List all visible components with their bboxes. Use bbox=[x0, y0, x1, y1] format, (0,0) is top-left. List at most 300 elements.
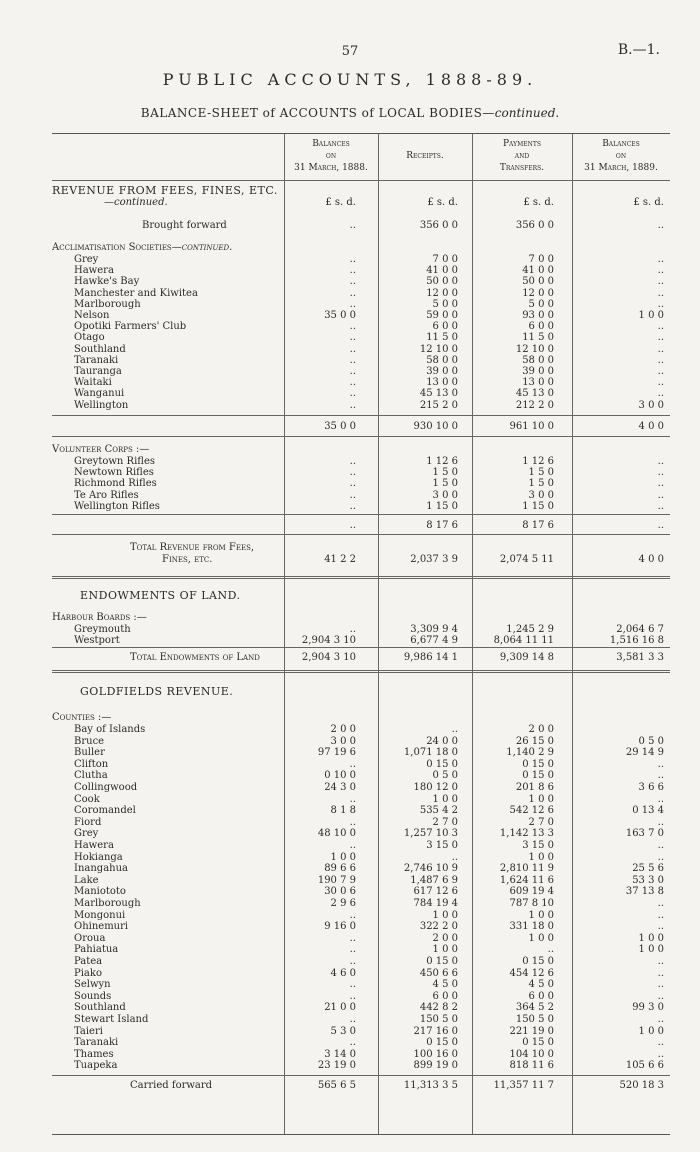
amount-cell: 454 12 6 bbox=[509, 967, 554, 979]
amount-cell: 0 10 0 bbox=[324, 770, 356, 782]
amount-cell: 48 10 0 bbox=[317, 828, 356, 840]
amount-cell: 12 10 0 bbox=[419, 343, 458, 355]
amount-cell: 50 0 0 bbox=[522, 276, 554, 288]
amount-cell: 2 0 0 bbox=[330, 724, 356, 735]
amount-cell: 2 9 6 bbox=[330, 898, 356, 909]
row-label: Hawke's Bay bbox=[74, 276, 140, 288]
amount-cell: 1 0 0 bbox=[528, 793, 554, 805]
amount-cell: 322 2 0 bbox=[419, 921, 458, 933]
page-title: PUBLIC ACCOUNTS, 1888-89. bbox=[162, 70, 538, 89]
row-label: Grey bbox=[74, 828, 99, 840]
amount-cell: .. bbox=[657, 898, 664, 909]
amount-cell: 1 0 0 bbox=[638, 310, 664, 321]
county-row bbox=[52, 979, 670, 990]
amount-cell: 24 3 0 bbox=[324, 782, 356, 793]
harbour-heading: Harbour Boards :— bbox=[52, 612, 147, 623]
row-label: Tuapeka bbox=[74, 1060, 118, 1072]
acclimatisation-heading: Acclimatisation Societies—continued. bbox=[52, 242, 233, 253]
row-label: Southland bbox=[74, 343, 126, 355]
amount-cell: .. bbox=[657, 366, 664, 377]
amount-cell: .. bbox=[657, 1048, 664, 1060]
amount-cell: .. bbox=[349, 624, 356, 635]
row-label: Buller bbox=[74, 747, 105, 759]
society-row bbox=[52, 299, 670, 310]
amount-cell: .. bbox=[657, 909, 664, 921]
county-row bbox=[52, 747, 670, 758]
amount-cell: .. bbox=[657, 1014, 664, 1025]
total-endowments-row: Total Endowments of Land 2,904 3 10 9,986 14 1 9,309 14 8 3,581 3 3 bbox=[130, 652, 664, 663]
amount-cell: 8,064 11 11 bbox=[493, 635, 554, 647]
amount-cell: .. bbox=[349, 944, 356, 956]
amount-cell: 104 10 0 bbox=[509, 1048, 554, 1060]
amount-cell: 99 3 0 bbox=[632, 1002, 664, 1014]
amount-cell: .. bbox=[657, 956, 664, 967]
amount-cell: .. bbox=[349, 276, 356, 288]
row-label: Hawera bbox=[74, 840, 114, 851]
amount-cell: 26 15 0 bbox=[515, 735, 554, 747]
row-label: Wanganui bbox=[74, 388, 125, 400]
amount-cell: .. bbox=[349, 793, 356, 805]
amount-cell: 105 6 6 bbox=[625, 1060, 664, 1072]
amount-cell: 215 2 0 bbox=[419, 399, 458, 411]
amount-cell: 0 15 0 bbox=[426, 1037, 458, 1049]
row-label: Taranaki bbox=[74, 354, 119, 366]
row-label: Pahiatua bbox=[74, 944, 119, 956]
corps-row bbox=[52, 467, 670, 478]
counties-heading: Counties :— bbox=[52, 712, 112, 723]
amount-cell: 9 16 0 bbox=[324, 921, 356, 933]
amount-cell: 5 0 0 bbox=[432, 298, 458, 310]
amount-cell: 163 7 0 bbox=[625, 828, 664, 840]
county-row bbox=[52, 840, 670, 851]
county-row bbox=[52, 817, 670, 828]
amount-cell: 1,140 2 9 bbox=[506, 747, 554, 759]
amount-cell: .. bbox=[657, 332, 664, 344]
balance-sheet-table bbox=[52, 133, 670, 1135]
amount-cell: 1 0 0 bbox=[528, 909, 554, 921]
amount-cell: 2,064 6 7 bbox=[616, 624, 664, 635]
county-row bbox=[52, 863, 670, 874]
amount-cell: 58 0 0 bbox=[522, 354, 554, 366]
amount-cell: 2 0 0 bbox=[528, 724, 554, 735]
amount-cell: 1 0 0 bbox=[528, 851, 554, 863]
harbour-row bbox=[52, 624, 670, 635]
row-label: Inangahua bbox=[74, 863, 128, 875]
amount-cell: 2,746 10 9 bbox=[403, 863, 458, 875]
amount-cell: .. bbox=[657, 388, 664, 400]
county-row bbox=[52, 956, 670, 967]
amount-cell: 50 0 0 bbox=[426, 276, 458, 288]
amount-cell: 3,309 9 4 bbox=[410, 624, 458, 635]
section-heading-endowments: ENDOWMENTS OF LAND. bbox=[80, 590, 241, 601]
row-label: Cook bbox=[74, 793, 100, 805]
row-label: Marlborough bbox=[74, 898, 141, 909]
county-row bbox=[52, 852, 670, 863]
amount-cell: 1,071 18 0 bbox=[403, 747, 458, 759]
amount-cell: 1 12 6 bbox=[522, 456, 554, 467]
amount-cell: .. bbox=[657, 298, 664, 310]
society-row bbox=[52, 400, 670, 411]
amount-cell: 12 10 0 bbox=[515, 343, 554, 355]
amount-cell: 29 14 9 bbox=[625, 747, 664, 759]
amount-cell: 1,142 13 3 bbox=[499, 828, 554, 840]
county-row bbox=[52, 910, 670, 921]
harbour-row bbox=[52, 635, 670, 646]
county-row bbox=[52, 921, 670, 932]
row-label: Otago bbox=[74, 332, 105, 344]
row-label: Nelson bbox=[74, 310, 110, 321]
amount-cell: 13 0 0 bbox=[426, 377, 458, 389]
amount-cell: 1 0 0 bbox=[432, 793, 458, 805]
row-label: Hawera bbox=[74, 265, 114, 277]
corps-row bbox=[52, 456, 670, 467]
volunteer-total-row: .. 8 17 6 8 17 6 .. bbox=[349, 520, 664, 531]
society-row bbox=[52, 310, 670, 321]
amount-cell: .. bbox=[349, 909, 356, 921]
amount-cell: 221 19 0 bbox=[509, 1025, 554, 1037]
amount-cell: .. bbox=[349, 500, 356, 512]
amount-cell: 1,245 2 9 bbox=[506, 624, 554, 635]
county-row bbox=[52, 1014, 670, 1025]
amount-cell: .. bbox=[657, 758, 664, 770]
society-row bbox=[52, 288, 670, 299]
amount-cell: .. bbox=[349, 489, 356, 501]
county-row bbox=[52, 1049, 670, 1060]
amount-cell: .. bbox=[349, 321, 356, 333]
county-row bbox=[52, 736, 670, 747]
amount-cell: 0 13 4 bbox=[632, 805, 664, 817]
row-label: Stewart Island bbox=[74, 1014, 149, 1025]
amount-cell: 41 0 0 bbox=[426, 265, 458, 277]
amount-cell: .. bbox=[451, 851, 458, 863]
amount-cell: .. bbox=[657, 851, 664, 863]
amount-cell: 1 0 0 bbox=[528, 932, 554, 944]
amount-cell: 3 0 0 bbox=[330, 735, 356, 747]
row-label: Lake bbox=[74, 874, 99, 886]
amount-cell: 180 12 0 bbox=[413, 782, 458, 793]
row-label: Bay of Islands bbox=[74, 724, 146, 735]
amount-cell: 542 12 6 bbox=[509, 805, 554, 817]
row-label: Clifton bbox=[74, 758, 109, 770]
amount-cell: 0 15 0 bbox=[522, 758, 554, 770]
row-label: Patea bbox=[74, 956, 103, 967]
county-row bbox=[52, 875, 670, 886]
amount-cell: 1,487 6 9 bbox=[410, 874, 458, 886]
row-label: Greymouth bbox=[74, 624, 131, 635]
amount-cell: 1 5 0 bbox=[528, 478, 554, 490]
corps-row bbox=[52, 501, 670, 512]
amount-cell: .. bbox=[657, 979, 664, 991]
amount-cell: 450 6 6 bbox=[419, 967, 458, 979]
row-label: Wellington Rifles bbox=[74, 500, 160, 512]
header-payments: Payments and Transfers. bbox=[499, 139, 545, 173]
amount-cell: 2,810 11 9 bbox=[499, 863, 554, 875]
society-row bbox=[52, 366, 670, 377]
amount-cell: .. bbox=[657, 254, 664, 265]
society-row bbox=[52, 332, 670, 343]
amount-cell: 1 0 0 bbox=[432, 909, 458, 921]
amount-cell: 0 15 0 bbox=[426, 758, 458, 770]
amount-cell: 6 0 0 bbox=[432, 321, 458, 333]
amount-cell: .. bbox=[657, 816, 664, 828]
amount-cell: 37 13 8 bbox=[625, 886, 664, 898]
amount-cell: .. bbox=[657, 840, 664, 851]
amount-cell: 3 0 0 bbox=[432, 489, 458, 501]
row-label: Hokianga bbox=[74, 851, 123, 863]
row-label: Clutha bbox=[74, 770, 108, 782]
row-label: Piako bbox=[74, 967, 102, 979]
volunteer-heading: Volunteer Corps :— bbox=[52, 444, 150, 455]
amount-cell: .. bbox=[657, 467, 664, 479]
amount-cell: 1 15 0 bbox=[426, 500, 458, 512]
society-row bbox=[52, 265, 670, 276]
row-label: Grey bbox=[74, 254, 99, 265]
amount-cell: 1 0 0 bbox=[330, 851, 356, 863]
society-row bbox=[52, 321, 670, 332]
amount-cell: 93 0 0 bbox=[522, 310, 554, 321]
amount-cell: 30 0 6 bbox=[324, 886, 356, 898]
row-label: Maniototo bbox=[74, 886, 126, 898]
county-row bbox=[52, 1060, 670, 1071]
section-rule bbox=[52, 534, 670, 535]
amount-cell: 89 6 6 bbox=[324, 863, 356, 875]
county-row bbox=[52, 770, 670, 781]
society-row bbox=[52, 344, 670, 355]
amount-cell: .. bbox=[349, 354, 356, 366]
row-label: Southland bbox=[74, 1002, 126, 1014]
amount-cell: .. bbox=[349, 990, 356, 1002]
header-balances-1888: Balances on 31 March, 1888. bbox=[294, 139, 368, 173]
county-row bbox=[52, 933, 670, 944]
row-label: Marlborough bbox=[74, 298, 141, 310]
row-label: Thames bbox=[74, 1048, 114, 1060]
amount-cell: 6,677 4 9 bbox=[410, 635, 458, 647]
amount-cell: 21 0 0 bbox=[324, 1002, 356, 1014]
amount-cell: .. bbox=[547, 944, 554, 956]
amount-cell: .. bbox=[349, 840, 356, 851]
amount-cell: .. bbox=[657, 377, 664, 389]
amount-cell: 6 0 0 bbox=[528, 990, 554, 1002]
row-label: Tauranga bbox=[74, 366, 122, 377]
amount-cell: 5 0 0 bbox=[528, 298, 554, 310]
amount-cell: 0 15 0 bbox=[522, 956, 554, 967]
amount-cell: 201 8 6 bbox=[515, 782, 554, 793]
county-row bbox=[52, 805, 670, 816]
corps-row bbox=[52, 490, 670, 501]
amount-cell: 2 7 0 bbox=[528, 816, 554, 828]
amount-cell: 787 8 10 bbox=[509, 898, 554, 909]
section-rule bbox=[52, 436, 670, 437]
amount-cell: 1 0 0 bbox=[432, 944, 458, 956]
subtotal-rule bbox=[52, 1075, 670, 1076]
amount-cell: 7 0 0 bbox=[528, 254, 554, 265]
amount-cell: .. bbox=[657, 321, 664, 333]
amount-cell: 217 16 0 bbox=[413, 1025, 458, 1037]
acclimatisation-total-row: 35 0 0 930 10 0 961 10 0 4 0 0 bbox=[324, 421, 664, 432]
amount-cell: 784 19 4 bbox=[413, 898, 458, 909]
section-heading-revenue: REVENUE FROM FEES, FINES, ETC. bbox=[52, 185, 278, 196]
amount-cell: .. bbox=[349, 399, 356, 411]
county-row bbox=[52, 968, 670, 979]
amount-cell: .. bbox=[657, 500, 664, 512]
amount-cell: 7 0 0 bbox=[432, 254, 458, 265]
amount-cell: 899 19 0 bbox=[413, 1060, 458, 1072]
amount-cell: 3 0 0 bbox=[528, 489, 554, 501]
row-label: Opotiki Farmers' Club bbox=[74, 321, 187, 333]
amount-cell: 11 5 0 bbox=[426, 332, 458, 344]
amount-cell: 1,516 16 8 bbox=[609, 635, 664, 647]
amount-cell: 1 0 0 bbox=[638, 1025, 664, 1037]
amount-cell: 23 19 0 bbox=[317, 1060, 356, 1072]
amount-cell: 1 12 6 bbox=[426, 456, 458, 467]
amount-cell: 1,624 11 6 bbox=[499, 874, 554, 886]
amount-cell: .. bbox=[657, 489, 664, 501]
amount-cell: .. bbox=[349, 478, 356, 490]
amount-cell: 3 0 0 bbox=[638, 399, 664, 411]
county-row bbox=[52, 782, 670, 793]
amount-cell: 97 19 6 bbox=[317, 747, 356, 759]
amount-cell: .. bbox=[349, 979, 356, 991]
amount-cell: 0 15 0 bbox=[522, 1037, 554, 1049]
amount-cell: .. bbox=[349, 343, 356, 355]
row-label: Greytown Rifles bbox=[74, 456, 156, 467]
amount-cell: 1 5 0 bbox=[432, 467, 458, 479]
amount-cell: 1,257 10 3 bbox=[403, 828, 458, 840]
amount-cell: 6 0 0 bbox=[432, 990, 458, 1002]
double-rule bbox=[52, 670, 670, 673]
header-rule bbox=[52, 180, 670, 181]
county-row bbox=[52, 724, 670, 735]
county-row bbox=[52, 794, 670, 805]
amount-cell: .. bbox=[349, 388, 356, 400]
amount-cell: .. bbox=[349, 332, 356, 344]
amount-cell: 6 0 0 bbox=[528, 321, 554, 333]
row-label: Mongonui bbox=[74, 909, 126, 921]
header-receipts: Receipts. bbox=[406, 151, 444, 161]
row-label: Selwyn bbox=[74, 979, 111, 991]
amount-cell: 25 5 6 bbox=[632, 863, 664, 875]
amount-cell: 24 0 0 bbox=[426, 735, 458, 747]
row-label: Coromandel bbox=[74, 805, 136, 817]
amount-cell: 4 5 0 bbox=[432, 979, 458, 991]
amount-cell: 39 0 0 bbox=[426, 366, 458, 377]
amount-cell: 8 1 8 bbox=[330, 805, 356, 817]
amount-cell: .. bbox=[349, 265, 356, 277]
row-label: Oroua bbox=[74, 932, 106, 944]
corps-row bbox=[52, 478, 670, 489]
amount-cell: .. bbox=[349, 298, 356, 310]
amount-cell: 13 0 0 bbox=[522, 377, 554, 389]
amount-cell: .. bbox=[657, 478, 664, 490]
row-label: Te Aro Rifles bbox=[74, 489, 139, 501]
row-label: Bruce bbox=[74, 735, 105, 747]
row-label: Taieri bbox=[74, 1025, 103, 1037]
row-label: Newtown Rifles bbox=[74, 467, 154, 479]
county-row bbox=[52, 1002, 670, 1013]
subtotal-rule bbox=[52, 415, 670, 416]
amount-cell: 59 0 0 bbox=[426, 310, 458, 321]
total-revenue-label-1: Total Revenue from Fees, bbox=[130, 542, 255, 553]
amount-cell: .. bbox=[349, 816, 356, 828]
amount-cell: 190 7 9 bbox=[317, 874, 356, 886]
row-label: Sounds bbox=[74, 990, 112, 1002]
amount-cell: 818 11 6 bbox=[509, 1060, 554, 1072]
society-row bbox=[52, 377, 670, 388]
amount-cell: .. bbox=[657, 921, 664, 933]
amount-cell: 3 6 6 bbox=[638, 782, 664, 793]
subtotal-rule bbox=[52, 514, 670, 515]
amount-cell: 609 19 4 bbox=[509, 886, 554, 898]
row-label: Fiord bbox=[74, 816, 102, 828]
header-balances-1889: Balances on 31 March, 1889. bbox=[584, 139, 658, 173]
units-row: —continued. £ s. d. £ s. d. £ s. d. £ s. d. bbox=[104, 197, 664, 208]
amount-cell: 12 0 0 bbox=[522, 287, 554, 299]
amount-cell: 1 5 0 bbox=[528, 467, 554, 479]
amount-cell: 617 12 6 bbox=[413, 886, 458, 898]
subtotal-rule bbox=[52, 647, 670, 648]
amount-cell: .. bbox=[657, 287, 664, 299]
row-label: Taranaki bbox=[74, 1037, 119, 1049]
amount-cell: 0 15 0 bbox=[522, 770, 554, 782]
amount-cell: 12 0 0 bbox=[426, 287, 458, 299]
carried-forward-row: Carried forward 565 6 5 11,313 3 5 11,357 11 7 520 18 3 bbox=[130, 1080, 664, 1091]
amount-cell: 2 7 0 bbox=[432, 816, 458, 828]
amount-cell: .. bbox=[349, 1037, 356, 1049]
county-row bbox=[52, 759, 670, 770]
brought-forward-row: Brought forward .. 356 0 0 356 0 0 .. bbox=[142, 220, 664, 231]
county-row bbox=[52, 1026, 670, 1037]
amount-cell: 212 2 0 bbox=[515, 399, 554, 411]
amount-cell: 535 4 2 bbox=[419, 805, 458, 817]
society-row bbox=[52, 388, 670, 399]
row-label: Wellington bbox=[74, 399, 129, 411]
county-row bbox=[52, 898, 670, 909]
amount-cell: 2,904 3 10 bbox=[301, 635, 356, 647]
society-row bbox=[52, 276, 670, 287]
amount-cell: 4 5 0 bbox=[528, 979, 554, 991]
society-row bbox=[52, 254, 670, 265]
page-ref: B.—1. bbox=[617, 42, 660, 58]
amount-cell: 1 15 0 bbox=[522, 500, 554, 512]
amount-cell: .. bbox=[657, 967, 664, 979]
county-row bbox=[52, 828, 670, 839]
amount-cell: 150 5 0 bbox=[515, 1014, 554, 1025]
amount-cell: 3 15 0 bbox=[426, 840, 458, 851]
amount-cell: 0 5 0 bbox=[432, 770, 458, 782]
county-row bbox=[52, 991, 670, 1002]
county-row bbox=[52, 1037, 670, 1048]
amount-cell: .. bbox=[349, 932, 356, 944]
amount-cell: .. bbox=[349, 377, 356, 389]
amount-cell: 331 18 0 bbox=[509, 921, 554, 933]
section-heading-goldfields: GOLDFIELDS REVENUE. bbox=[80, 686, 234, 697]
row-label: Ohinemuri bbox=[74, 921, 129, 933]
amount-cell: 3 15 0 bbox=[522, 840, 554, 851]
amount-cell: 45 13 0 bbox=[419, 388, 458, 400]
double-rule bbox=[52, 576, 670, 579]
society-row bbox=[52, 355, 670, 366]
amount-cell: 45 13 0 bbox=[515, 388, 554, 400]
row-label: Westport bbox=[74, 635, 120, 647]
amount-cell: .. bbox=[349, 956, 356, 967]
amount-cell: .. bbox=[657, 343, 664, 355]
amount-cell: 2 0 0 bbox=[432, 932, 458, 944]
amount-cell: 1 0 0 bbox=[638, 932, 664, 944]
amount-cell: 53 3 0 bbox=[632, 874, 664, 886]
row-label: Richmond Rifles bbox=[74, 478, 157, 490]
amount-cell: .. bbox=[657, 265, 664, 277]
county-row bbox=[52, 944, 670, 955]
